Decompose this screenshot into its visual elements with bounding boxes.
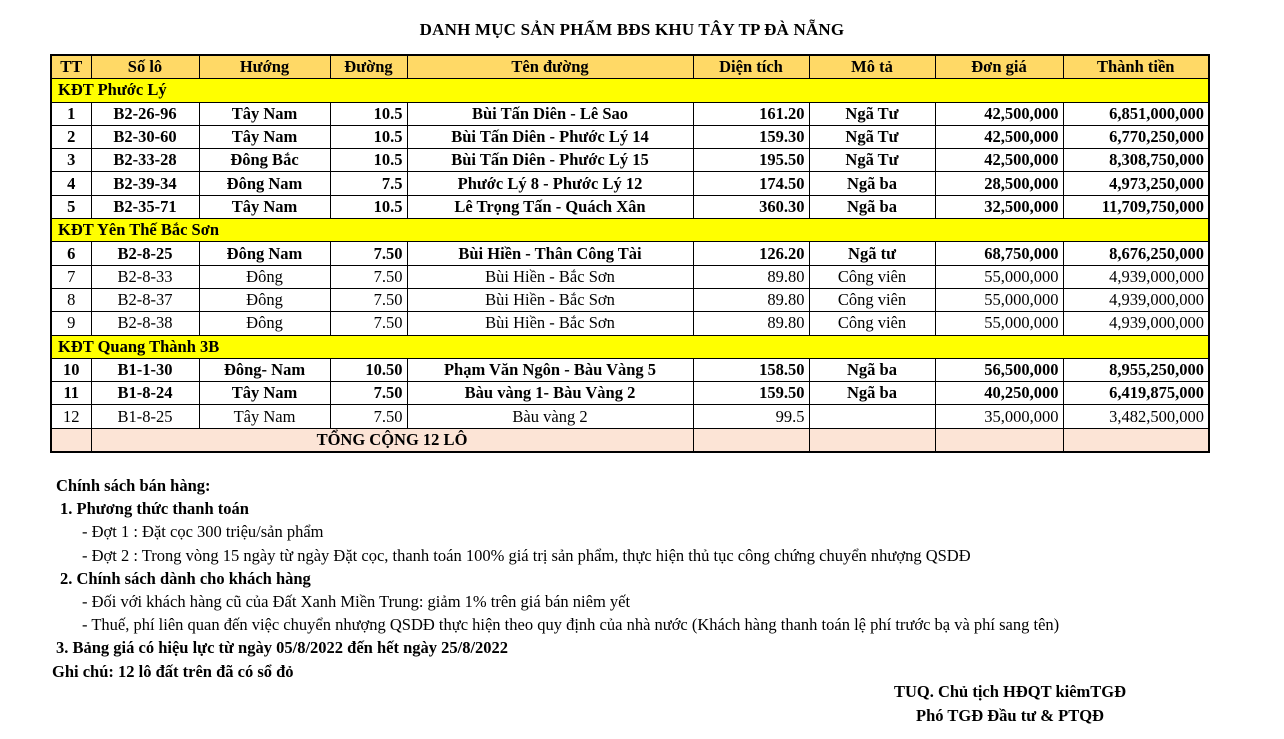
table-row bbox=[51, 265, 1209, 288]
cell-street: Bàu vàng 2 bbox=[407, 405, 693, 428]
cell-direction: Đông- Nam bbox=[199, 358, 330, 381]
cell-lot: B2-33-28 bbox=[91, 149, 199, 172]
cell-description: Ngã Tư bbox=[809, 149, 935, 172]
sales-policy bbox=[52, 474, 1256, 683]
cell-unit-price: 55,000,000 bbox=[935, 288, 1063, 311]
cell-total-price: 4,973,250,000 bbox=[1063, 172, 1209, 195]
cell-unit-price: 42,500,000 bbox=[935, 125, 1063, 148]
cell-direction: Tây Nam bbox=[199, 125, 330, 148]
header-tt: TT bbox=[51, 55, 91, 79]
cell-lot: B2-8-37 bbox=[91, 288, 199, 311]
cell-total-price: 4,939,000,000 bbox=[1063, 288, 1209, 311]
header-description: Mô tả bbox=[809, 55, 935, 79]
cell-area: 159.30 bbox=[693, 125, 809, 148]
cell-street: Phạm Văn Ngôn - Bàu Vàng 5 bbox=[407, 358, 693, 381]
cell-lot: B2-35-71 bbox=[91, 195, 199, 218]
cell-unit-price: 55,000,000 bbox=[935, 312, 1063, 335]
policy-section-2-item: - Đối với khách hàng cũ của Đất Xanh Miền Trung: giảm 1% trên giá bán niêm yết bbox=[82, 592, 631, 612]
policy-validity: 3. Bảng giá có hiệu lực từ ngày 05/8/2022 đến hết ngày 25/8/2022 bbox=[56, 638, 509, 658]
cell-description: Ngã ba bbox=[809, 382, 935, 405]
signature-block bbox=[860, 680, 1160, 728]
cell-street: Bùi Hiền - Bắc Sơn bbox=[407, 265, 693, 288]
cell-total-price: 8,955,250,000 bbox=[1063, 358, 1209, 381]
cell-lot: B2-39-34 bbox=[91, 172, 199, 195]
cell-total-price: 8,676,250,000 bbox=[1063, 242, 1209, 265]
cell-road: 10.5 bbox=[330, 102, 407, 125]
cell-area: 158.50 bbox=[693, 358, 809, 381]
policy-section-1-title: 1. Phương thức thanh toán bbox=[60, 499, 249, 519]
cell-description: Ngã Tư bbox=[809, 102, 935, 125]
cell-unit-price: 68,750,000 bbox=[935, 242, 1063, 265]
cell-road: 10.50 bbox=[330, 358, 407, 381]
cell-direction: Đông Bắc bbox=[199, 149, 330, 172]
cell-unit-price: 40,250,000 bbox=[935, 382, 1063, 405]
policy-section-1-item: - Đợt 2 : Trong vòng 15 ngày từ ngày Đặt cọc, thanh toán 100% giá trị sản phẩm, thực hiện thủ tục công chứng chuyển nhượng QSDĐ bbox=[82, 545, 971, 565]
cell-lot: B1-1-30 bbox=[91, 358, 199, 381]
total-label: TỔNG CỘNG 12 LÔ bbox=[91, 428, 693, 452]
cell-road: 7.5 bbox=[330, 172, 407, 195]
cell-area: 195.50 bbox=[693, 149, 809, 172]
cell-total-price: 3,482,500,000 bbox=[1063, 405, 1209, 428]
cell-area: 89.80 bbox=[693, 312, 809, 335]
cell-unit-price: 28,500,000 bbox=[935, 172, 1063, 195]
cell-lot: B2-8-38 bbox=[91, 312, 199, 335]
signature-line-2: Phó TGĐ Đầu tư & PTQĐ bbox=[916, 706, 1104, 725]
cell-direction: Tây Nam bbox=[199, 195, 330, 218]
cell-street: Bùi Tấn Diên - Lê Sao bbox=[407, 102, 693, 125]
cell-road: 7.50 bbox=[330, 405, 407, 428]
cell-area: 126.20 bbox=[693, 242, 809, 265]
cell-direction: Đông bbox=[199, 312, 330, 335]
cell-lot: B2-8-33 bbox=[91, 265, 199, 288]
cell-lot: B2-8-25 bbox=[91, 242, 199, 265]
group-name: KĐT Yên Thế Bắc Sơn bbox=[51, 219, 1209, 242]
cell-total-price: 6,851,000,000 bbox=[1063, 102, 1209, 125]
cell-description: Ngã ba bbox=[809, 358, 935, 381]
cell-lot: B1-8-24 bbox=[91, 382, 199, 405]
cell-description: Công viên bbox=[809, 265, 935, 288]
cell-road: 7.50 bbox=[330, 265, 407, 288]
cell-lot: B2-26-96 bbox=[91, 102, 199, 125]
cell-description: Công viên bbox=[809, 312, 935, 335]
cell-direction: Tây Nam bbox=[199, 102, 330, 125]
group-row bbox=[51, 335, 1209, 358]
cell-lot: B1-8-25 bbox=[91, 405, 199, 428]
cell-tt: 3 bbox=[51, 149, 91, 172]
cell-unit-price: 56,500,000 bbox=[935, 358, 1063, 381]
header-street: Tên đường bbox=[407, 55, 693, 79]
document-title: DANH MỤC SẢN PHẨM BĐS KHU TÂY TP ĐÀ NẴNG bbox=[419, 20, 845, 39]
cell-area: 174.50 bbox=[693, 172, 809, 195]
group-row bbox=[51, 79, 1209, 102]
cell-total-price: 4,939,000,000 bbox=[1063, 265, 1209, 288]
cell-street: Bùi Tấn Diên - Phước Lý 15 bbox=[407, 149, 693, 172]
cell-area: 161.20 bbox=[693, 102, 809, 125]
header-lot: Số lô bbox=[91, 55, 199, 79]
table-row bbox=[51, 288, 1209, 311]
cell-unit-price: 32,500,000 bbox=[935, 195, 1063, 218]
cell-street: Phước Lý 8 - Phước Lý 12 bbox=[407, 172, 693, 195]
cell-description: Công viên bbox=[809, 288, 935, 311]
cell-direction: Tây Nam bbox=[199, 405, 330, 428]
cell-total-price: 4,939,000,000 bbox=[1063, 312, 1209, 335]
cell-street: Bùi Tấn Diên - Phước Lý 14 bbox=[407, 125, 693, 148]
header-unit-price: Đơn giá bbox=[935, 55, 1063, 79]
cell-tt: 7 bbox=[51, 265, 91, 288]
cell-tt: 1 bbox=[51, 102, 91, 125]
policy-section-2-title: 2. Chính sách dành cho khách hàng bbox=[60, 568, 311, 588]
group-name: KĐT Quang Thành 3B bbox=[51, 335, 1209, 358]
cell-direction: Đông bbox=[199, 265, 330, 288]
cell-lot: B2-30-60 bbox=[91, 125, 199, 148]
cell-unit-price: 35,000,000 bbox=[935, 405, 1063, 428]
cell-tt: 2 bbox=[51, 125, 91, 148]
total-row bbox=[51, 428, 1209, 452]
table-row bbox=[51, 358, 1209, 381]
table-row bbox=[51, 149, 1209, 172]
table-row bbox=[51, 382, 1209, 405]
table-row bbox=[51, 405, 1209, 428]
cell-unit-price: 42,500,000 bbox=[935, 102, 1063, 125]
policy-section-1-item: - Đợt 1 : Đặt cọc 300 triệu/sản phẩm bbox=[82, 522, 324, 542]
cell-street: Bùi Hiền - Bắc Sơn bbox=[407, 288, 693, 311]
cell-street: Lê Trọng Tấn - Quách Xân bbox=[407, 195, 693, 218]
cell-area: 360.30 bbox=[693, 195, 809, 218]
table-row bbox=[51, 242, 1209, 265]
table-row bbox=[51, 195, 1209, 218]
cell-street: Bùi Hiền - Bắc Sơn bbox=[407, 312, 693, 335]
cell-street: Bùi Hiền - Thân Công Tài bbox=[407, 242, 693, 265]
cell-direction: Đông bbox=[199, 288, 330, 311]
cell-tt: 5 bbox=[51, 195, 91, 218]
cell-road: 10.5 bbox=[330, 149, 407, 172]
table-row bbox=[51, 125, 1209, 148]
cell-tt: 6 bbox=[51, 242, 91, 265]
cell-road: 7.50 bbox=[330, 312, 407, 335]
cell-street: Bàu vàng 1- Bàu Vàng 2 bbox=[407, 382, 693, 405]
cell-road: 10.5 bbox=[330, 125, 407, 148]
header-road: Đường bbox=[330, 55, 407, 79]
cell-road: 10.5 bbox=[330, 195, 407, 218]
group-name: KĐT Phước Lý bbox=[51, 79, 1209, 102]
cell-description: Ngã tư bbox=[809, 242, 935, 265]
policy-heading: Chính sách bán hàng: bbox=[56, 476, 211, 495]
header-total-price: Thành tiền bbox=[1063, 55, 1209, 79]
cell-tt: 8 bbox=[51, 288, 91, 311]
table-header-row bbox=[51, 55, 1209, 79]
cell-description bbox=[809, 405, 935, 428]
cell-tt: 12 bbox=[51, 405, 91, 428]
cell-total-price: 11,709,750,000 bbox=[1063, 195, 1209, 218]
cell-road: 7.50 bbox=[330, 288, 407, 311]
cell-total-price: 6,419,875,000 bbox=[1063, 382, 1209, 405]
cell-unit-price: 55,000,000 bbox=[935, 265, 1063, 288]
cell-road: 7.50 bbox=[330, 242, 407, 265]
cell-area: 89.80 bbox=[693, 288, 809, 311]
cell-total-price: 6,770,250,000 bbox=[1063, 125, 1209, 148]
table-row bbox=[51, 312, 1209, 335]
cell-description: Ngã Tư bbox=[809, 125, 935, 148]
cell-road: 7.50 bbox=[330, 382, 407, 405]
cell-direction: Đông Nam bbox=[199, 172, 330, 195]
cell-unit-price: 42,500,000 bbox=[935, 149, 1063, 172]
product-table bbox=[50, 54, 1210, 453]
cell-description: Ngã ba bbox=[809, 172, 935, 195]
policy-note: Ghi chú: 12 lô đất trên đã có sổ đỏ bbox=[52, 661, 294, 681]
cell-direction: Đông Nam bbox=[199, 242, 330, 265]
cell-area: 89.80 bbox=[693, 265, 809, 288]
table-row bbox=[51, 172, 1209, 195]
cell-tt: 11 bbox=[51, 382, 91, 405]
cell-total-price: 8,308,750,000 bbox=[1063, 149, 1209, 172]
header-area: Diện tích bbox=[693, 55, 809, 79]
cell-tt: 9 bbox=[51, 312, 91, 335]
signature-line-1: TUQ. Chủ tịch HĐQT kiêmTGĐ bbox=[893, 682, 1127, 701]
cell-direction: Tây Nam bbox=[199, 382, 330, 405]
table-row bbox=[51, 102, 1209, 125]
cell-area: 99.5 bbox=[693, 405, 809, 428]
policy-section-2-item: - Thuế, phí liên quan đến việc chuyển nhượng QSDĐ thực hiện theo quy định của nhà nước (Khách hàng thanh toán lệ phí trước bạ và phí sang tên) bbox=[82, 615, 1060, 635]
cell-tt: 10 bbox=[51, 358, 91, 381]
header-direction: Hướng bbox=[199, 55, 330, 79]
cell-description: Ngã ba bbox=[809, 195, 935, 218]
cell-tt: 4 bbox=[51, 172, 91, 195]
cell-area: 159.50 bbox=[693, 382, 809, 405]
group-row bbox=[51, 219, 1209, 242]
